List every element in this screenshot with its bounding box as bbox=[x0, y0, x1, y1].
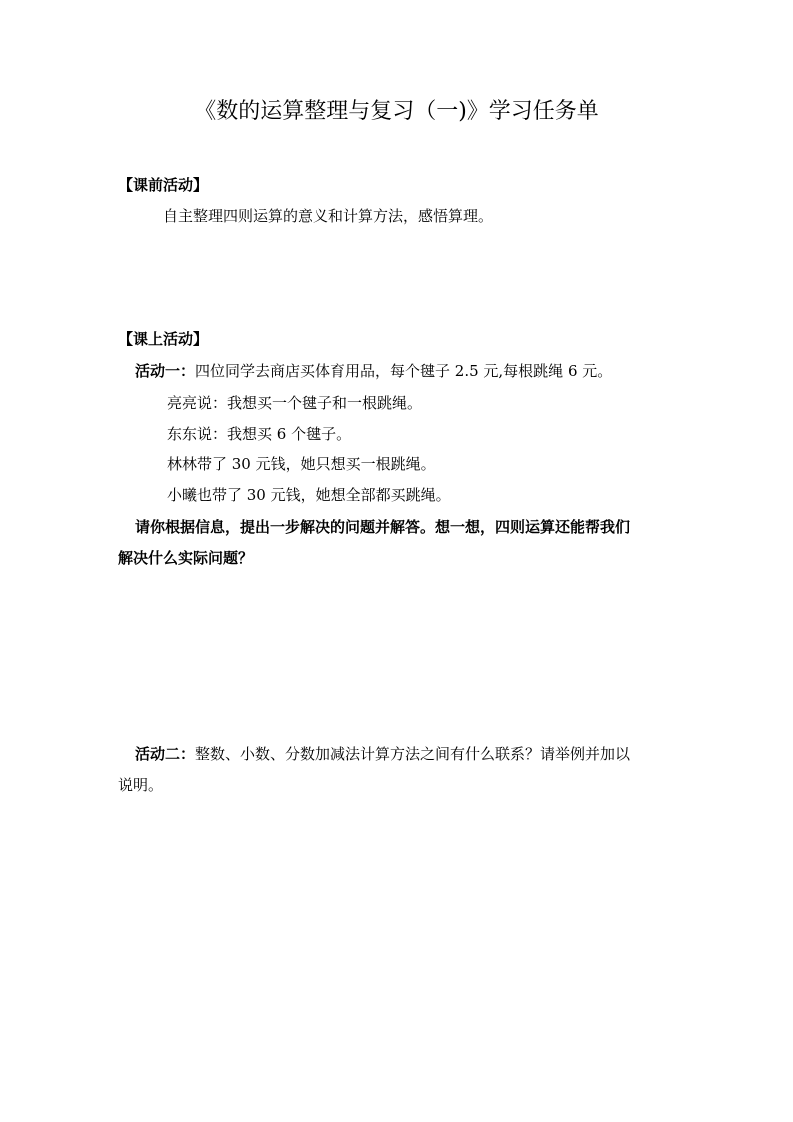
activity1-line-xiaoxi: 小曦也带了 30 元钱，她想全部都买跳绳。 bbox=[167, 486, 451, 504]
activity1-question-line1: 请你根据信息，提出一步解决的问题并解答。想一想，四则运算还能帮我们 bbox=[135, 518, 631, 536]
page-title: 《数的运算整理与复习（一)》学习任务单 bbox=[194, 99, 599, 124]
activity1-text: 四位同学去商店买体育用品，每个毽子 2.5 元,每根跳绳 6 元。 bbox=[195, 362, 613, 380]
activity1-line-linlin: 林林带了 30 元钱，她只想买一根跳绳。 bbox=[167, 455, 436, 473]
activity1-line-dongdong: 东东说：我想买 6 个毽子。 bbox=[167, 425, 352, 443]
in-class-heading: 【课上活动】 bbox=[118, 330, 209, 348]
pre-class-text: 自主整理四则运算的意义和计算方法，感悟算理。 bbox=[163, 207, 494, 225]
activity2-paragraph bbox=[135, 743, 630, 765]
activity2-label: 活动二： bbox=[135, 745, 196, 763]
activity2-text-line2: 说明。 bbox=[118, 776, 164, 794]
activity1-paragraph bbox=[135, 360, 612, 382]
activity1-label: 活动一： bbox=[135, 362, 196, 380]
activity1-question-line2: 解决什么实际问题？ bbox=[118, 549, 254, 567]
activity2-text-line1: 整数、小数、分数加减法计算方法之间有什么联系？请举例并加以 bbox=[195, 745, 631, 763]
pre-class-heading: 【课前活动】 bbox=[118, 176, 209, 194]
activity1-line-liangliang: 亮亮说：我想买一个毽子和一根跳绳。 bbox=[167, 394, 423, 412]
